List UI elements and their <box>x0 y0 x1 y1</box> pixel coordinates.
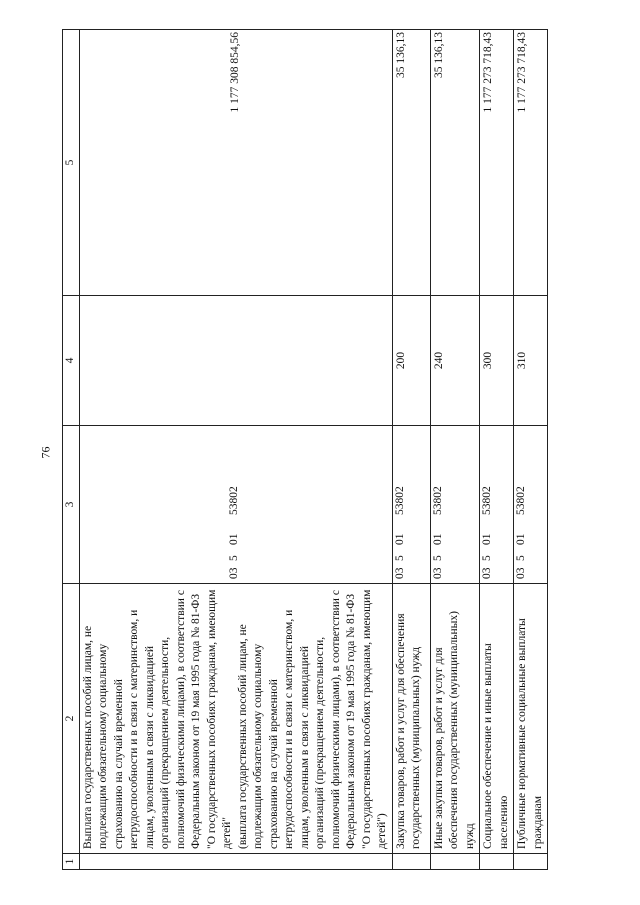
code-direction: 53802 <box>431 486 444 515</box>
table-row <box>79 30 392 870</box>
budget-table-wrapper <box>62 30 544 870</box>
code-direction: 53802 <box>228 486 241 515</box>
expense-type-cell: 300 <box>480 296 514 426</box>
page-number: 76 <box>38 446 53 459</box>
classification-code-cell <box>430 426 480 584</box>
classification-code-cell <box>480 426 514 584</box>
code-subprogram: 01 <box>431 533 444 545</box>
row-number-cell <box>79 854 392 870</box>
code-direction: 53802 <box>481 486 493 515</box>
column-number-row <box>63 30 80 870</box>
row-number-cell <box>392 854 430 870</box>
description-cell <box>79 584 392 854</box>
description-text-parenthetical: (выплата государственных пособий лицам, не подлежащим обязательному социальному страхованию на случай временной нетрудоспособности и в связи с материнством, и лицам, уволенным в связи с ликвидацией организаций (прекращением деятельности, полномочий физическими лицами), в соответствии с Федеральным законом от 19 мая 1995 года № 81-ФЗ "О государственных пособиях гражданам, имеющим детей") <box>236 589 388 849</box>
classification-code-cell <box>514 426 548 584</box>
code-section: 03 <box>515 567 527 579</box>
description-text: Выплата государственных пособий лицам, не подлежащим обязательному социальному страхованию на случай временной нетрудоспособности и в связи с материнством, и лицам, уволенным в связи с ликвидацией организаций (прекращением деятельности, полномочий физическими лицами), в соответствии с Федеральным законом от 19 мая 1995 года № 81-ФЗ "О государственных пособиях гражданам, имеющим детей" <box>81 589 233 849</box>
row-number-cell <box>480 854 514 870</box>
expense-type-cell: 200 <box>392 296 430 426</box>
code-section: 03 <box>431 567 444 579</box>
amount-cell: 1 177 308 854,56 <box>79 30 392 296</box>
table-row <box>480 30 514 870</box>
description-cell: Закупка товаров, работ и услуг для обеспечения государственных (муниципальных) нужд <box>392 584 430 854</box>
classification-code-cell <box>79 426 392 584</box>
code-subprogram: 01 <box>515 533 527 545</box>
classification-code-cell <box>392 426 430 584</box>
description-cell: Иные закупки товаров, работ и услуг для обеспечения государственных (муниципальных) нужд <box>430 584 480 854</box>
code-program: 5 <box>481 555 493 561</box>
code-program: 5 <box>393 555 406 561</box>
code-subprogram: 01 <box>228 533 241 545</box>
amount-cell: 1 177 273 718,43 <box>480 30 514 296</box>
code-section: 03 <box>393 567 406 579</box>
amount-cell: 1 177 273 718,43 <box>514 30 548 296</box>
amount-cell: 35 136,13 <box>392 30 430 296</box>
code-program: 5 <box>515 555 527 561</box>
expense-type-cell: 240 <box>430 296 480 426</box>
column-number-4: 4 <box>63 296 80 426</box>
column-number-1: 1 <box>63 854 80 870</box>
amount-cell: 35 136,13 <box>430 30 480 296</box>
code-program: 5 <box>431 555 444 561</box>
code-section: 03 <box>481 567 493 579</box>
expense-type-cell: 310 <box>514 296 548 426</box>
code-section: 03 <box>228 567 241 579</box>
row-number-cell <box>514 854 548 870</box>
table-row <box>514 30 548 870</box>
column-number-5: 5 <box>63 30 80 296</box>
expense-type-cell <box>79 296 392 426</box>
column-number-3: 3 <box>63 426 80 584</box>
description-cell: Публичные нормативные социальные выплаты гражданам <box>514 584 548 854</box>
column-number-2: 2 <box>63 584 80 854</box>
code-subprogram: 01 <box>393 533 406 545</box>
budget-table <box>62 29 548 870</box>
code-direction: 53802 <box>393 486 406 515</box>
code-direction: 53802 <box>515 486 527 515</box>
table-row <box>430 30 480 870</box>
code-program: 5 <box>228 555 241 561</box>
row-number-cell <box>430 854 480 870</box>
description-cell: Социальное обеспечение и иные выплаты населению <box>480 584 514 854</box>
code-subprogram: 01 <box>481 533 493 545</box>
table-row <box>392 30 430 870</box>
